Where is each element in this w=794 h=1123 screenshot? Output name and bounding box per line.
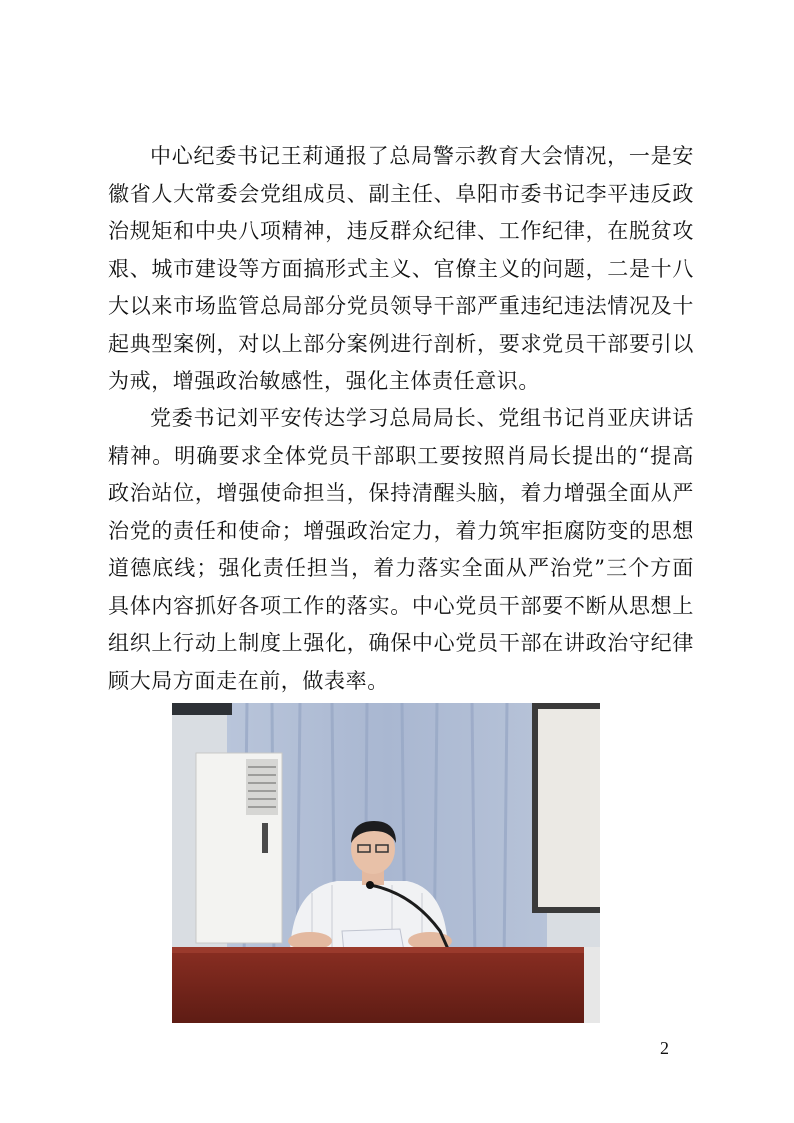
podium-desk [172,947,584,1023]
paragraph-2: 党委书记刘平安传达学习总局局长、党组书记肖亚庆讲话精神。明确要求全体党员干部职工要按照肖局长提出的“提高政治站位，增强使命担当，保持清醒头脑，着力增强全面从严治党的责任和使命；增强政治定力，着力筑牢拒腐防变的思想道德底线；强化责任担当，着力落实全面从严治党”三个方面具体内容抓好各项工作的落实。中心党员干部要不断从思想上组织上行动上制度上强化，确保中心党员干部在讲政治守纪律顾大局方面走在前，做表率。 [108,406,694,693]
page-number: 2 [660,1038,669,1058]
meeting-photo [172,703,600,1023]
paragraph-1: 中心纪委书记王莉通报了总局警示教育大会情况，一是安徽省人大常委会党组成员、副主任、阜阳市委书记李平违反政治规矩和中央八项精神，违反群众纪律、工作纪律，在脱贫攻艰、城市建设等方面搞形式主义、官僚主义的问题，二是十八大以来市场监管总局部分党员领导干部严重违纪违法情况及十起典型案例，对以上部分案例进行剖析，要求党员干部要引以为戒，增强政治敏感性，强化主体责任意识。 [108,144,694,393]
air-conditioner [196,753,282,943]
